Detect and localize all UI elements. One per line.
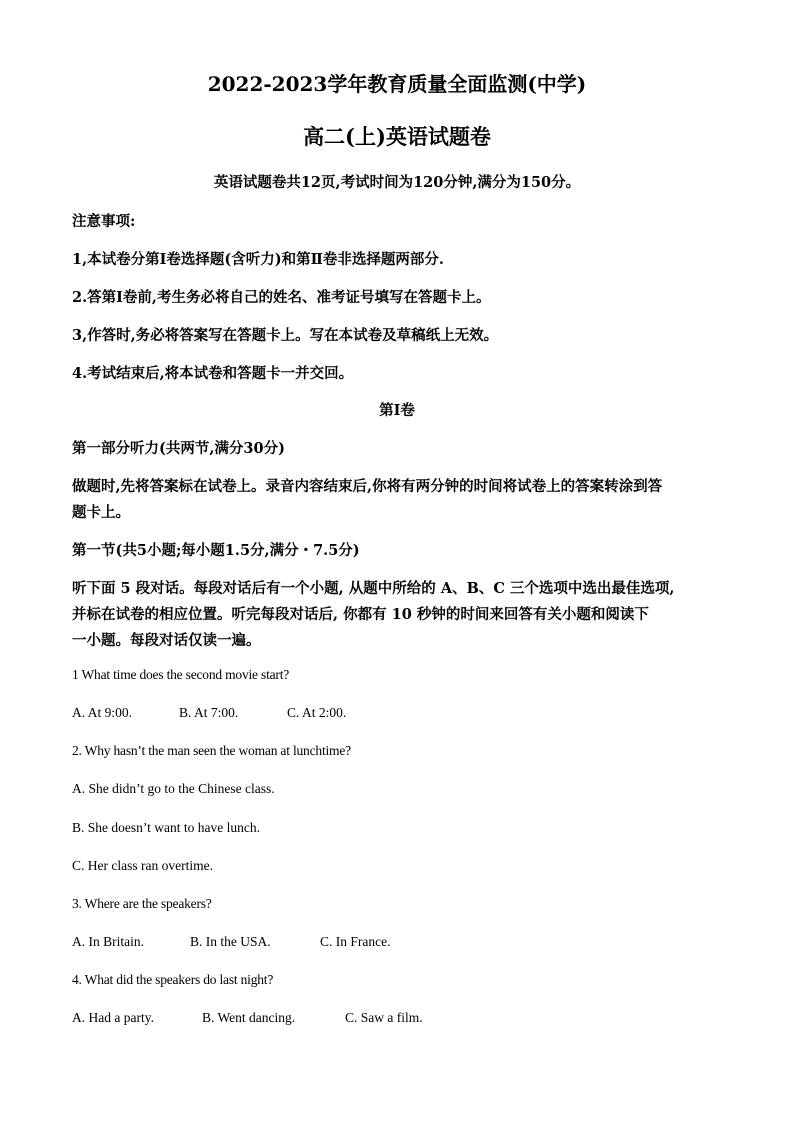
option-a: A. Had a party. <box>72 1010 154 1025</box>
question-stem: 1 What time does the second movie start? <box>72 667 290 682</box>
volume-heading: 第Ⅰ卷 <box>379 402 415 419</box>
note-item-3: 3,作答时,务必将答案写在答题卡上。写在本试卷及草稿纸上无效。 <box>72 327 499 344</box>
option-c: C. In France. <box>320 934 391 949</box>
question-stem: 4. What did the speakers do last night? <box>72 972 274 987</box>
part1-instructions <box>72 474 732 526</box>
option-b: B. In the USA. <box>190 934 271 949</box>
question-stem: 2. Why hasn’t the man seen the woman at lunchtime? <box>72 743 351 758</box>
option-c: C. Her class ran overtime. <box>72 858 213 873</box>
option-b: B. She doesn’t want to have lunch. <box>72 820 260 835</box>
section1-instructions-line: 并标在试卷的相应位置。听完每段对话后, 你都有 10 秒钟的时间来回答有关小题和阅读下 <box>72 606 649 623</box>
part1-instructions-line: 做题时,先将答案标在试卷上。录音内容结束后,你将有两分钟的时间将试卷上的答案转涂到答 <box>72 478 663 495</box>
option-b: B. Went dancing. <box>202 1010 296 1025</box>
question-stem: 3. Where are the speakers? <box>72 896 212 911</box>
note-item-2: 2.答第Ⅰ卷前,考生务必将自己的姓名、准考证号填写在答题卡上。 <box>72 289 491 306</box>
note-item-1: 1,本试卷分第Ⅰ卷选择题(含听力)和第Ⅱ卷非选择题两部分. <box>72 251 444 268</box>
exam-title: 2022-2023学年教育质量全面监测(中学) <box>207 72 587 96</box>
section1-heading: 第一节(共5小题;每小题1.5分,满分・7.5分) <box>72 542 360 559</box>
note-item-4: 4.考试结束后,将本试卷和答题卡一并交回。 <box>72 365 354 382</box>
option-b: B. At 7:00. <box>179 705 239 720</box>
part1-instructions-line: 题卡上。 <box>72 504 130 521</box>
part1-heading: 第一部分听力(共两节,满分30分) <box>72 440 285 457</box>
option-a: A. At 9:00. <box>72 705 133 720</box>
option-a: A. In Britain. <box>72 934 144 949</box>
section1-instructions-line: 听下面 5 段对话。每段对话后有一个小题, 从题中所给的 A、B、C 三个选项中选出最佳选项, <box>72 580 675 597</box>
option-c: C. Saw a film. <box>345 1010 423 1025</box>
notes-heading: 注意事项: <box>72 213 136 230</box>
exam-subtitle: 高二(上)英语试题卷 <box>303 124 491 149</box>
exam-info: 英语试题卷共12页,考试时间为120分钟,满分为150分。 <box>213 174 581 191</box>
option-c: C. At 2:00. <box>287 705 347 720</box>
section1-instructions <box>72 576 732 654</box>
option-a: A. She didn’t go to the Chinese class. <box>72 781 275 796</box>
section1-instructions-line: 一小题。每段对话仅读一遍。 <box>72 632 261 649</box>
